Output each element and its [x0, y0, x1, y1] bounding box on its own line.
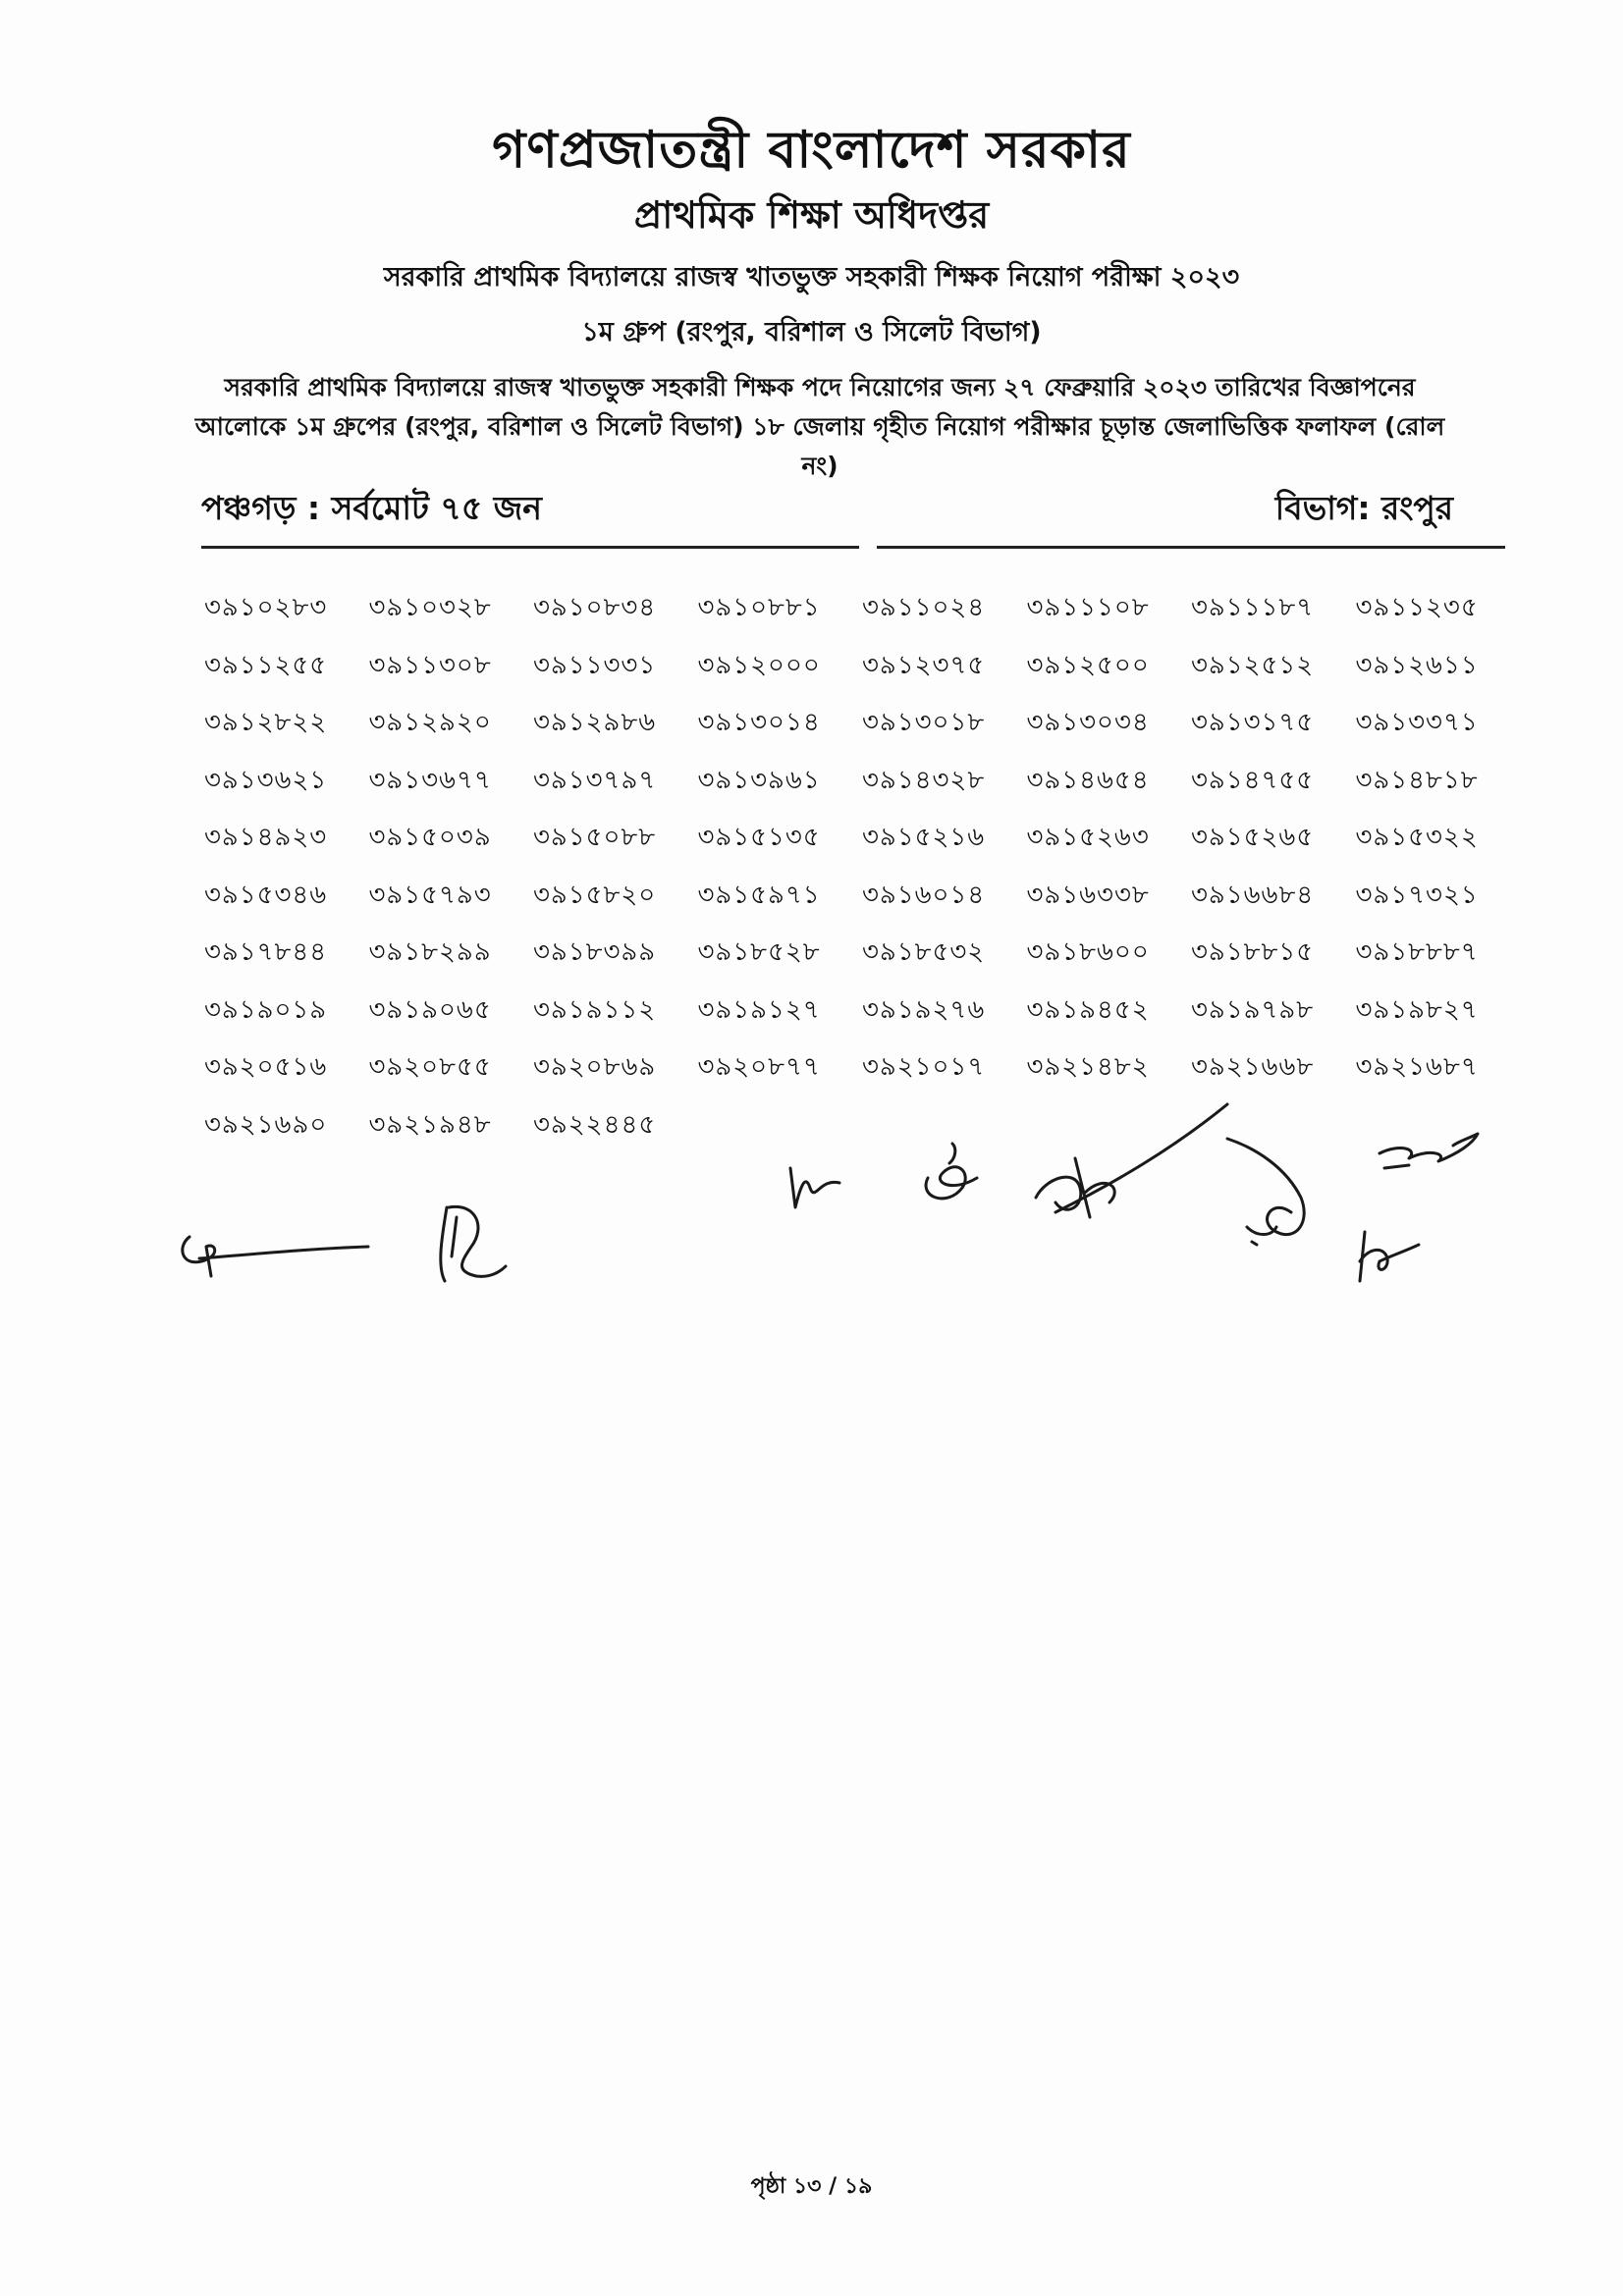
roll-number: ৩৯১৩৬২১ [204, 765, 328, 795]
roll-number: ৩৯১২৬১১ [1355, 650, 1479, 680]
roll-number: ৩৯১২৯২০ [368, 708, 492, 737]
roll-number: ৩৯১২৫১২ [1191, 650, 1315, 680]
roll-number: ৩৯১৩৬৭৭ [368, 765, 492, 795]
roll-number: ৩৯১৮৫২৮ [697, 937, 821, 967]
roll-number: ৩৯১৭৩২১ [1355, 880, 1479, 910]
roll-number: ৩৯১৬৬৮৪ [1191, 880, 1315, 910]
roll-number: ৩৯১৪৮১৮ [1355, 765, 1479, 795]
roll-number: ৩৯১৯১১২ [533, 994, 657, 1025]
roll-number: ৩৯১২৩৭৫ [862, 650, 986, 680]
exam-title: সরকারি প্রাথমিক বিদ্যালয়ে রাজস্ব খাতভুক্ত সহকারী শিক্ষক নিয়োগ পরীক্ষা ২০২৩ [383, 262, 1240, 293]
roll-number: ৩৯১১১৮৭ [1191, 593, 1315, 622]
division-label: বিভাগ: রংপুর [1274, 489, 1453, 527]
roll-number: ৩৯১৫০৮৮ [533, 823, 657, 852]
signature-2 [417, 1188, 515, 1296]
roll-number: ৩৯১৫২১৬ [862, 823, 986, 852]
signature-4 [908, 1129, 1016, 1217]
page-number: পৃষ্ঠা ১৩ / ১৯ [750, 2174, 873, 2199]
roll-number: ৩৯১২৫০০ [1026, 650, 1150, 680]
roll-number: ৩৯১৬৩৩৮ [1026, 880, 1150, 910]
roll-number: ৩৯১৩১৭৫ [1191, 708, 1315, 737]
roll-number: ৩৯১২৮২২ [204, 708, 328, 737]
roll-number: ৩৯২২৪৪৫ [533, 1109, 657, 1140]
roll-number: ৩৯১৩০৩৪ [1026, 708, 1150, 737]
roll-number: ৩৯১৯৮২৭ [1355, 994, 1479, 1025]
intro-line-1: সরকারি প্রাথমিক বিদ্যালয়ে রাজস্ব খাতভুক্ত সহকারী শিক্ষক পদে নিয়োগের জন্য ২৭ ফেব্রুয়ারি ২০২৩ তারিখের বিজ্ঞাপনের [224, 373, 1416, 401]
roll-number: ৩৯১২৯৮৬ [533, 708, 657, 737]
roll-number: ৩৯২১০১৭ [862, 1052, 986, 1082]
roll-number: ৩৯১৪৯২৩ [204, 823, 328, 852]
roll-number: ৩৯১৮৫৩২ [862, 937, 986, 967]
roll-number: ৩৯১৯০১৯ [204, 994, 328, 1025]
roll-number: ৩৯১৪৭৫৫ [1191, 765, 1315, 795]
roll-number: ৩৯১৯৭৯৮ [1191, 994, 1315, 1025]
roll-number: ৩৯২১৯৪৮ [368, 1109, 492, 1140]
roll-number: ৩৯২১৬৯০ [204, 1109, 328, 1140]
roll-number: ৩৯১৫০৩৯ [368, 823, 492, 852]
roll-number: ৩৯১৭৮৪৪ [204, 937, 328, 967]
roll-number: ৩৯২০৮৫৫ [368, 1052, 492, 1082]
group-title: ১ম গ্রুপ (রংপুর, বরিশাল ও সিলেট বিভাগ) [581, 317, 1042, 347]
roll-number: ৩৯১৯০৬৫ [368, 994, 492, 1025]
roll-number: ৩৯১৫৩৪৬ [204, 880, 328, 910]
intro-paragraph [187, 368, 1453, 486]
roll-number: ৩৯১৮৮৮৭ [1355, 937, 1479, 967]
roll-number: ৩৯১৩০১৮ [862, 708, 986, 737]
signature-8 [1350, 1217, 1438, 1296]
signature-6 [1217, 1129, 1335, 1247]
roll-number: ৩৯২০৫১৬ [204, 1052, 328, 1082]
roll-number: ৩৯১৯২৭৬ [862, 994, 986, 1025]
signature-3 [781, 1148, 859, 1217]
roll-number: ৩৯২১৪৮২ [1026, 1052, 1150, 1082]
roll-number: ৩৯২১৬৬৮ [1191, 1052, 1315, 1082]
roll-number: ৩৯১৪৬৫৪ [1026, 765, 1150, 795]
roll-number: ৩৯১৩০১৪ [697, 708, 821, 737]
roll-number: ৩৯১৫৮২০ [533, 880, 657, 910]
roll-number: ৩৯১০৮৩৪ [533, 593, 657, 622]
roll-number: ৩৯১৮৬০০ [1026, 937, 1150, 967]
signature-5 [1016, 1090, 1252, 1237]
divider-right [877, 546, 1505, 549]
roll-number: ৩৯১১৩৩১ [533, 650, 657, 680]
roll-number: ৩৯২১৬৮৭ [1355, 1052, 1479, 1082]
roll-number: ৩৯১৫৭৯৩ [368, 880, 492, 910]
roll-number: ৩৯১৫৯৭১ [697, 880, 821, 910]
roll-number: ৩৯১৮৩৯৯ [533, 937, 657, 967]
roll-number: ৩৯২০৮৬৯ [533, 1052, 657, 1082]
roll-number: ৩৯১৫২৬৫ [1191, 823, 1315, 852]
roll-number: ৩৯১৩৯৬১ [697, 765, 821, 795]
roll-number: ৩৯১৮২৯৯ [368, 937, 492, 967]
district-total: পঞ্চগড় : সর্বমোট ৭৫ জন [201, 489, 542, 527]
divider-left [201, 546, 859, 549]
roll-number: ৩৯১১১০৮ [1026, 593, 1150, 622]
roll-number: ৩৯১৮৮১৫ [1191, 937, 1315, 967]
roll-number: ৩৯১০৩২৮ [368, 593, 492, 622]
roll-number: ৩৯১৫১৩৫ [697, 823, 821, 852]
roll-number: ৩৯১০৮৮১ [697, 593, 821, 622]
roll-number: ৩৯১১২৩৫ [1355, 593, 1479, 622]
roll-number: ৩৯১১২৫৫ [204, 650, 328, 680]
roll-number: ৩৯১৫২৬৩ [1026, 823, 1150, 852]
intro-line-2: আলোকে ১ম গ্রুপের (রংপুর, বরিশাল ও সিলেট বিভাগ) ১৮ জেলায় গৃহীত নিয়োগ পরীক্ষার চূড়ান্ত জেলাভিত্তিক ফলাফল (রোল নং) [194, 412, 1445, 480]
roll-number: ৩৯১২০০০ [697, 650, 821, 680]
roll-number: ৩৯১৪৩২৮ [862, 765, 986, 795]
roll-number: ৩৯১৩৭৯৭ [533, 765, 657, 795]
signature-7 [1370, 1114, 1488, 1183]
roll-number-grid [204, 587, 1520, 1161]
roll-number: ৩৯১৯৪৫২ [1026, 994, 1150, 1025]
department-name: প্রাথমিক শিক্ষা অধিদপ্তর [633, 193, 990, 237]
roll-number: ৩৯১০২৮৩ [204, 593, 328, 622]
roll-number: ৩৯১৫৩২২ [1355, 823, 1479, 852]
roll-number: ৩৯১১০২৪ [862, 593, 986, 622]
roll-number: ৩৯১১৩০৮ [368, 650, 492, 680]
roll-number: ৩৯১৩৩৭১ [1355, 708, 1479, 737]
page-title: গণপ্রজাতন্ত্রী বাংলাদেশ সরকার [492, 121, 1131, 180]
roll-number: ৩৯১৬০১৪ [862, 880, 986, 910]
roll-number: ৩৯১৯১২৭ [697, 994, 821, 1025]
roll-number: ৩৯২০৮৭৭ [697, 1052, 821, 1082]
signature-1 [172, 1217, 388, 1286]
